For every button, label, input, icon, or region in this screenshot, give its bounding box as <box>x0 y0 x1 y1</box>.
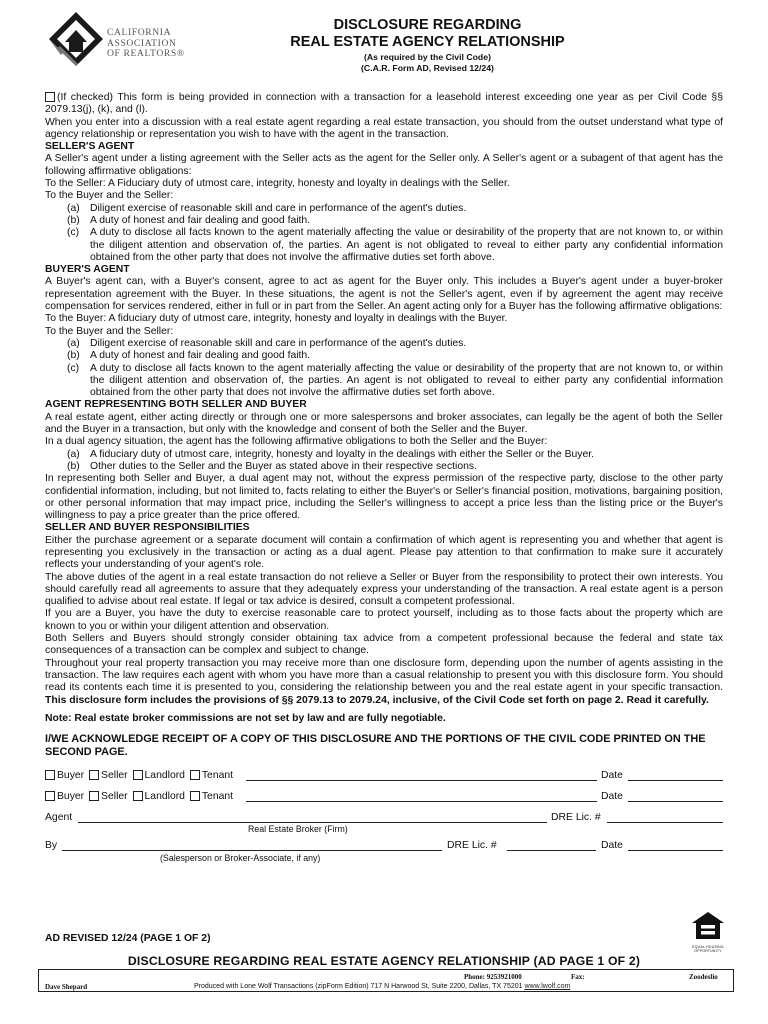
list-marker: (b) <box>67 350 80 362</box>
role-checkboxes <box>45 791 235 803</box>
buyers-agent-p1: A Buyer's agent can, with a Buyer's consent, agree to act as agent for the Buyer only. This includes a Buyer's agent under a buyer-broker representation agreement with the Buyer. In these situations, the agent is not the Seller's agent, even if by agreement the agent may receive compensation for services rendered, either in full or in part from the Seller. An agent acting only for a Buyer has the following affirmative obligations: <box>45 276 723 313</box>
role-label: Landlord <box>144 770 185 782</box>
landlord-checkbox[interactable] <box>133 791 143 801</box>
list-text: A duty to disclose all facts known to the agent materially affecting the value or desirability of the property that are not known to, or within the diligent attention and observation of, the parties. An agent is not obligated to reveal to either party any confidential information obtained from the other party that does not involve the affirmative duties set forth above. <box>90 227 723 263</box>
intro-paragraph: When you enter into a discussion with a real estate agent regarding a real estate transaction, you should from the outset understand what type of agency relationship or representation you wish to have with the agent in the transaction. <box>45 116 723 140</box>
dual-agent-p2: In a dual agency situation, the agent has the following affirmative obligations to both the Seller and the Buyer: <box>45 436 548 448</box>
by-row <box>45 836 723 850</box>
list-item <box>67 338 723 350</box>
list-text: Other duties to the Seller and the Buyer as stated above in their respective sections. <box>90 460 477 472</box>
list-marker: (a) <box>67 448 80 460</box>
form-subtitle-2: (C.A.R. Form AD, Revised 12/24) <box>361 63 494 73</box>
list-text: Diligent exercise of reasonable skill and care in performance of the agent's duties. <box>90 202 467 214</box>
signature-row-2 <box>45 787 723 808</box>
list-item <box>67 461 723 473</box>
responsibilities-p2: The above duties of the agent in a real estate transaction do not relieve a Seller or Buyer from the responsibility to protect their own interests. You should carefully read all agreements to assure that they adequately express your understanding of the transaction. A real estate agent is a person qualified to advise about real estate. If legal or tax advice is desired, consult a competent professional. <box>45 571 723 608</box>
responsibilities-heading: SELLER AND BUYER RESPONSIBILITIES <box>45 522 250 534</box>
by-label: By <box>45 840 58 852</box>
role-checkboxes <box>45 770 235 782</box>
org-line-3: OF REALTORS® <box>107 48 185 60</box>
list-item <box>67 449 723 461</box>
date-field[interactable] <box>628 789 723 802</box>
commission-note: Note: Real estate broker commissions are not set by law and are fully negotiable. <box>45 712 446 724</box>
role-label: Buyer <box>57 791 85 803</box>
list-marker: (c) <box>67 227 80 239</box>
leasehold-checkbox[interactable] <box>45 92 55 102</box>
form-title-line-2: REAL ESTATE AGENCY RELATIONSHIP <box>290 34 565 50</box>
role-label: Seller <box>101 791 128 803</box>
agent-row <box>45 808 723 822</box>
list-item <box>67 215 723 227</box>
dre-label: DRE Lic. # <box>447 840 497 852</box>
dual-agent-heading: AGENT REPRESENTING BOTH SELLER AND BUYER <box>45 399 307 411</box>
signature-row-1 <box>45 766 723 787</box>
role-label: Tenant <box>201 791 234 803</box>
date-field[interactable] <box>628 768 723 781</box>
house-arrow-logo-icon <box>45 8 107 70</box>
org-name <box>107 28 185 60</box>
responsibilities-p5-text: Throughout your real property transaction you may receive more than one disclosure form, depending upon the number of agents assisting in the transaction. The law requires each agent with whom you have more than a casual relationship to present you with this disclosure form. You should read its contents each time it is presented to you, considering the relationship between you and the real estate agent in your specific transaction. <box>45 657 723 694</box>
list-marker: (b) <box>67 214 80 226</box>
equal-housing-logo <box>690 911 726 954</box>
by-caption-row <box>45 850 723 864</box>
equal-housing-text: EQUAL HOUSING OPPORTUNITY <box>692 945 724 954</box>
list-text: A fiduciary duty of utmost care, integrity, honesty and loyalty in the dealings with either the Seller or the Buyer. <box>90 448 595 460</box>
list-marker: (a) <box>67 337 80 349</box>
produced-by-text: Produced with Lone Wolf Transactions (zipForm Edition) 717 N Harwood St, Suite 2200, Dallas, TX 75201 <box>194 983 523 990</box>
broker-caption-row <box>45 822 723 836</box>
responsibilities-p5-bold: This disclosure form includes the provisions of §§ 2079.13 to 2079.24, inclusive, of the Civil Code set forth on page 2. Read it carefully. <box>45 694 709 706</box>
production-footer <box>38 969 734 992</box>
disclosure-page <box>45 8 723 864</box>
buyer-checkbox[interactable] <box>45 770 55 780</box>
buyer-checkbox[interactable] <box>45 791 55 801</box>
sellers-agent-p3: To the Buyer and the Seller: <box>45 190 174 202</box>
tenant-checkbox[interactable] <box>190 770 200 780</box>
dual-agent-p3: In representing both Seller and Buyer, a dual agent may not, without the express permission of the respective party, disclose to the other party confidential information, including, but not limited to, facts relating to either the Buyer's or Seller's financial position, motivations, bargaining position, or other personal information that may impact price, including the Seller's willingness to accept a price less than the listing price or the Buyer's willingness to pay a price greater than the price offered. <box>45 473 723 522</box>
list-text: Diligent exercise of reasonable skill and care in performance of the agent's duties. <box>90 337 467 349</box>
produced-by-line <box>194 981 570 993</box>
sellers-agent-duties <box>45 203 723 264</box>
list-marker: (a) <box>67 202 80 214</box>
responsibilities-p5 <box>45 658 723 707</box>
org-line-1: CALIFORNIA <box>107 27 172 38</box>
responsibilities-p3: If you are a Buyer, you have the duty to exercise reasonable care to protect yourself, including as to those facts about the property which are known to you or within your diligent attention and observation. <box>45 608 723 632</box>
agent-label: Agent <box>45 812 73 824</box>
role-label: Seller <box>101 770 128 782</box>
dre-label: DRE Lic. # <box>551 812 601 824</box>
lwolf-link[interactable]: www.lwolf.com <box>524 983 571 990</box>
form-title-line-1: DISCLOSURE REGARDING <box>333 17 522 33</box>
form-header <box>45 8 723 92</box>
role-label: Tenant <box>201 770 234 782</box>
list-text: A duty to disclose all facts known to the agent materially affecting the value or desirability of the property that are not known to, or within the diligent attention and observation of, the parties. An agent is not obligated to reveal to either party any confidential information obtained from the other party that does not involve the affirmative duties set forth above. <box>90 362 723 399</box>
org-line-2: ASSOCIATION <box>107 37 177 49</box>
responsibilities-p1: Either the purchase agreement or a separate document will contain a confirmation of which agent is representing you and whether that agent is representing you exclusively in the transaction or acting as a dual agent. Please pay attention to that confirmation to make sure it accurately reflects your understanding of your agent's role. <box>45 534 723 571</box>
phone-text: Phone: 9253921000 <box>464 973 522 981</box>
sellers-agent-p2: To the Seller: A Fiduciary duty of utmost care, integrity, honesty and loyalty in dealings with the Seller. <box>45 178 510 190</box>
fax-text: Fax: <box>571 973 585 981</box>
leasehold-paragraph <box>45 92 723 117</box>
buyers-agent-heading: BUYER'S AGENT <box>45 264 130 276</box>
dual-agent-duties <box>45 449 723 474</box>
signature-line[interactable] <box>246 768 597 781</box>
sellers-agent-p1: A Seller's agent under a listing agreement with the Seller acts as the agent for the Seller only. A Seller's agent or a subagent of that agent has the following affirmative obligations: <box>45 153 723 177</box>
revision-label: AD REVISED 12/24 (PAGE 1 OF 2) <box>45 933 211 944</box>
form-title-block <box>280 17 575 74</box>
list-item <box>67 227 723 264</box>
broker-caption: Real Estate Broker (Firm) <box>248 824 348 835</box>
car-logo <box>45 8 235 88</box>
list-item <box>67 203 723 215</box>
seller-checkbox[interactable] <box>89 770 99 780</box>
role-label: Landlord <box>144 791 185 803</box>
responsibilities-p4: Both Sellers and Buyers should strongly consider obtaining tax advice from a competent professional because the federal and state tax consequences of a transaction can be complex and subject to change. <box>45 633 723 657</box>
leasehold-text: (If checked) This form is being provided in connection with a transaction for a leasehold interest exceeding one year as per Civil Code §§ 2079.13(j), (k), and (l). <box>45 92 723 116</box>
buyers-agent-p2: To the Buyer: A fiduciary duty of utmost care, integrity, honesty and loyalty in dealings with the Buyer. <box>45 313 508 325</box>
form-subtitle-1: (As required by the Civil Code) <box>364 52 491 62</box>
buyers-agent-p3: To the Buyer and the Seller: <box>45 325 174 337</box>
list-marker: (b) <box>67 460 80 472</box>
list-text: A duty of honest and fair dealing and good faith. <box>90 214 311 226</box>
seller-checkbox[interactable] <box>89 791 99 801</box>
role-label: Buyer <box>57 770 85 782</box>
list-item <box>67 350 723 362</box>
landlord-checkbox[interactable] <box>133 770 143 780</box>
signature-line[interactable] <box>246 789 597 802</box>
date-label: Date <box>601 791 623 803</box>
agent-name: Dave Shepard <box>45 983 88 991</box>
by-caption: (Salesperson or Broker-Associate, if any) <box>160 853 321 864</box>
list-item <box>67 363 723 400</box>
date-label: Date <box>601 770 623 782</box>
sellers-agent-heading: SELLER'S AGENT <box>45 141 135 153</box>
equal-housing-icon <box>690 911 726 941</box>
document-name: Zoodeslio <box>689 973 718 981</box>
dual-agent-p1: A real estate agent, either acting directly or through one or more salespersons and broker associates, can legally be the agent of both the Seller and the Buyer in a transaction, but only with the knowledge and consent of both the Seller and the Buyer. <box>45 411 723 436</box>
buyers-agent-duties <box>45 338 723 399</box>
list-text: A duty of honest and fair dealing and good faith. <box>90 350 311 362</box>
list-marker: (c) <box>67 362 80 374</box>
tenant-checkbox[interactable] <box>190 791 200 801</box>
date-label: Date <box>601 840 623 852</box>
acknowledgement: I/WE ACKNOWLEDGE RECEIPT OF A COPY OF THIS DISCLOSURE AND THE PORTIONS OF THE CIVIL CODE PRINTED ON THE SECOND PAGE. <box>45 733 706 758</box>
footer-title: DISCLOSURE REGARDING REAL ESTATE AGENCY RELATIONSHIP (AD PAGE 1 OF 2) <box>127 954 641 968</box>
